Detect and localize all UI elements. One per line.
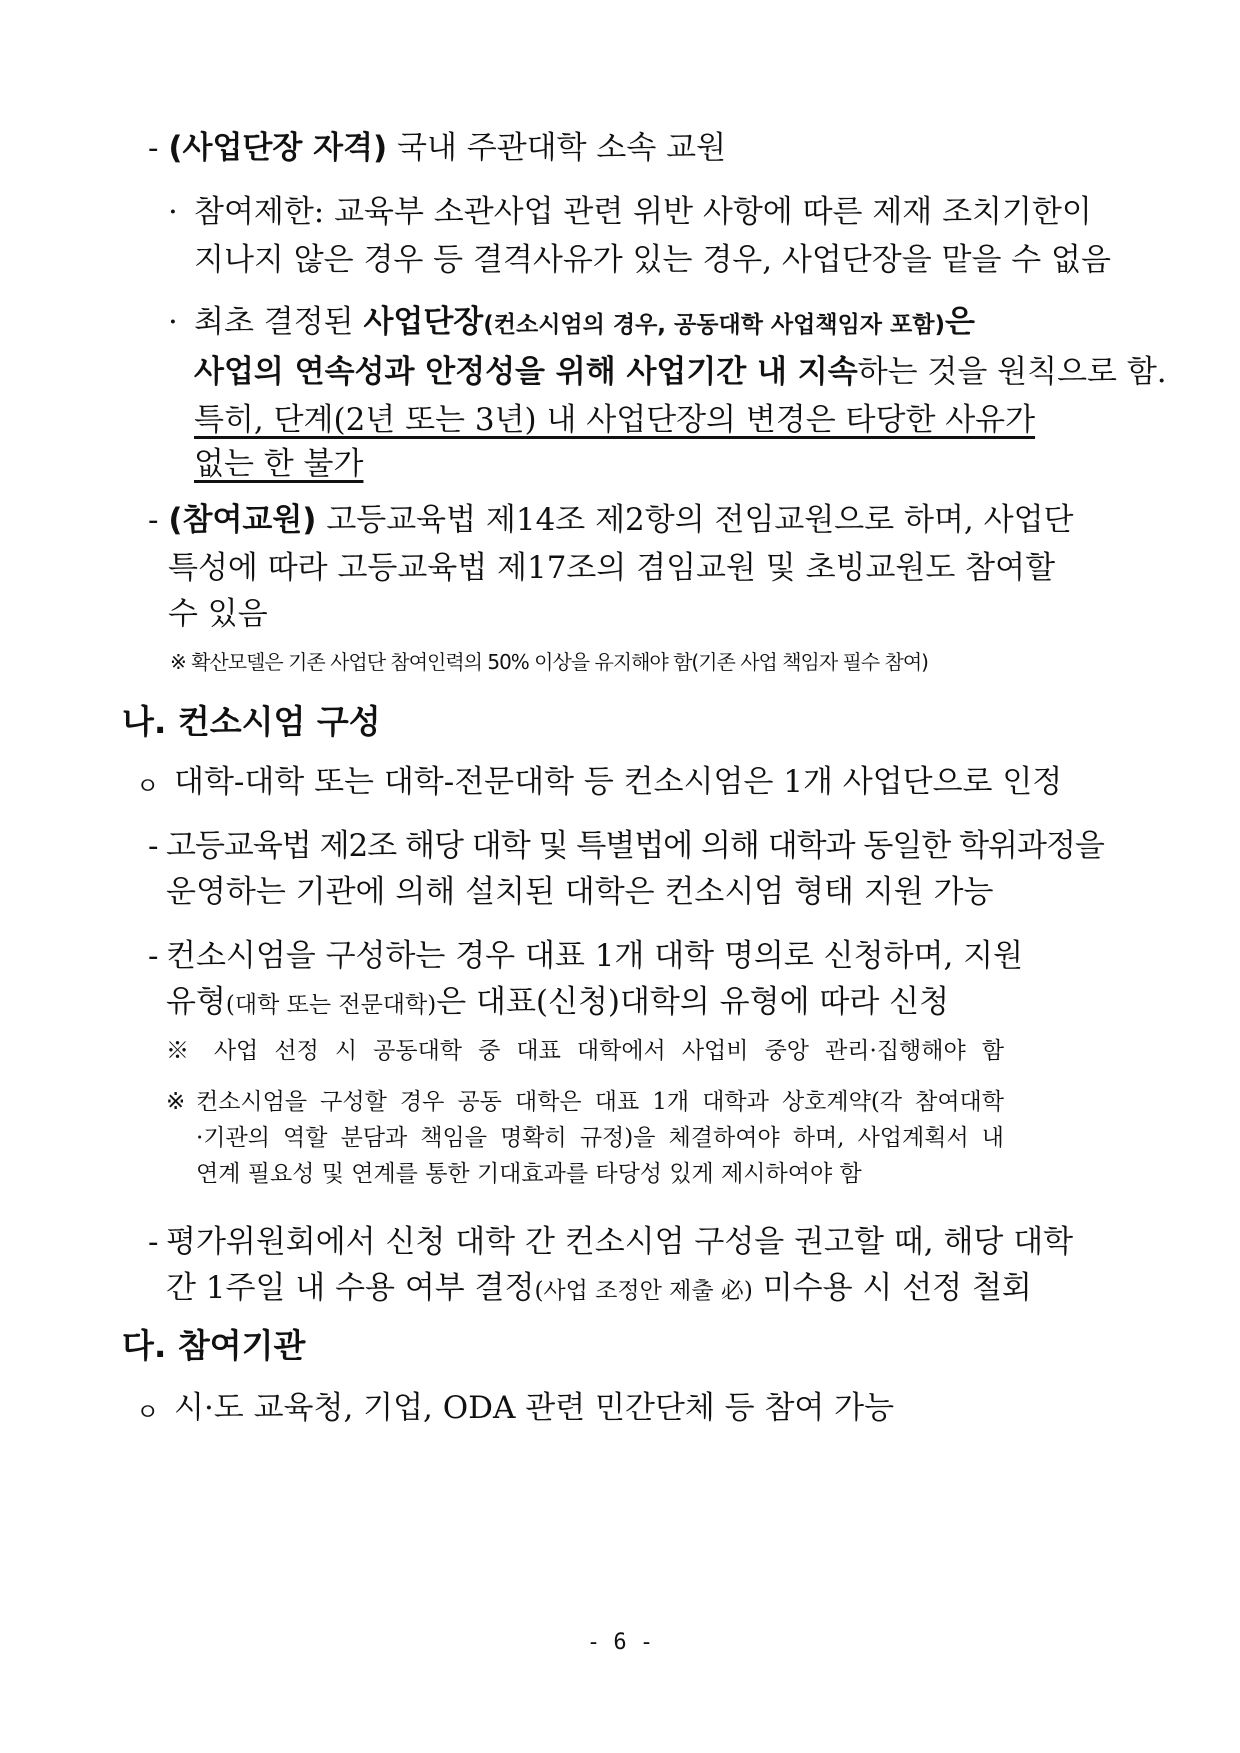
leader-qualification-line: [148, 128, 726, 168]
faculty-line-1: [148, 500, 1073, 540]
contract-note-line-1: 컨소시엄을 구성할 경우 공동 대학은 대표 1개 대학과 상호계약(각 참여대학: [196, 1089, 1004, 1115]
apply-type: 유형: [166, 984, 226, 1020]
bullet-mark: ·: [168, 194, 178, 230]
dash-mark: -: [148, 828, 159, 864]
change-prohibition-line-1: 특히, 단계(2년 또는 3년) 내 사업단장의 변경은 타당한 사유가: [194, 402, 1036, 438]
recommend-rest: 미수용 시 선정 철회: [752, 1270, 1032, 1306]
faculty-line-2: 특성에 따라 고등교육법 제17조의 겸임교원 및 초빙교원도 참여할: [168, 550, 1056, 586]
eligible-line-2: 운영하는 기관에 의해 설치된 대학은 컨소시엄 형태 지원 가능: [166, 874, 994, 910]
bullet-mark: ·: [168, 304, 178, 340]
participants-main: 시·도 교육청, 기업, ODA 관련 민간단체 등 참여 가능: [174, 1390, 895, 1426]
leader-qualification-label: (사업단장 자격): [168, 130, 388, 166]
apply-line-1: 컨소시엄을 구성하는 경우 대표 1개 대학 명의로 신청하며, 지원: [166, 938, 1024, 974]
dash-mark: -: [148, 502, 159, 538]
faculty-label: (참여교원): [168, 502, 317, 538]
continuity-line-2: [194, 352, 1167, 392]
eligible-line-1: 고등교육법 제2조 해당 대학 및 특별법에 의해 대학과 동일한 학위과정을: [166, 828, 1104, 864]
diffusion-model-note: ※ 확산모델은 기존 사업단 참여인력의 50% 이상을 유지해야 함(기존 사업 책임자 필수 참여): [170, 650, 928, 674]
dash-mark: -: [148, 1224, 159, 1260]
recommend-decision: 간 1주일 내 수용 여부 결정: [166, 1270, 535, 1306]
continuity-bold: 사업의 연속성과 안정성을 위해 사업기간 내 지속: [194, 354, 858, 390]
recommend-line-1: 평가위원회에서 신청 대학 간 컨소시엄 구성을 권고할 때, 해당 대학: [166, 1224, 1074, 1260]
continuity-line-1: [194, 302, 975, 345]
leader-bold: 사업단장: [363, 304, 484, 340]
circle-mark: ㅇ: [136, 1398, 160, 1426]
continuity-text: 최초 결정된: [194, 304, 364, 340]
recommend-line-2: [166, 1268, 1032, 1311]
apply-line-2: [166, 982, 949, 1025]
dash-mark: -: [148, 130, 159, 166]
circle-mark: ㅇ: [136, 772, 160, 800]
apply-type-detail: (대학 또는 전문대학): [225, 992, 437, 1018]
change-prohibition-line-2: 없는 한 불가: [194, 446, 364, 482]
dash-mark: -: [148, 938, 159, 974]
apply-type-rest: 은 대표(신청)대학의 유형에 따라 신청: [436, 984, 950, 1020]
faculty-line-3: 수 있음: [168, 596, 268, 632]
recommend-detail: (사업 조정안 제출 必): [534, 1278, 753, 1304]
contract-note-line-3: 연계 필요성 및 연계를 통한 기대효과를 타당성 있게 제시하여야 함: [196, 1161, 862, 1187]
contract-note-line-2: ·기관의 역할 분담과 책임을 명확히 규정)을 체결하여야 하며, 사업계획서 내: [196, 1125, 1004, 1151]
note-mark: ※: [166, 1089, 186, 1115]
consortium-main: 대학-대학 또는 대학-전문대학 등 컨소시엄은 1개 사업단으로 인정: [174, 764, 1063, 800]
section-heading-consortium: 나. 컨소시엄 구성: [122, 702, 381, 741]
faculty-text-1: 고등교육법 제14조 제2항의 전임교원으로 하며, 사업단: [316, 502, 1074, 538]
budget-note: ※ 사업 선정 시 공동대학 중 대표 대학에서 사업비 중앙 관리·집행해야 함: [166, 1038, 1004, 1064]
consortium-note-bold: (컨소시엄의 경우, 공동대학 사업책임자 포함): [483, 312, 945, 338]
restriction-line-2: 지나지 않은 경우 등 결격사유가 있는 경우, 사업단장을 맡을 수 없음: [194, 242, 1111, 278]
leader-qualification-text: 국내 주관대학 소속 교원: [387, 130, 727, 166]
restriction-line-1: 참여제한: 교육부 소관사업 관련 위반 사항에 따른 제재 조치기한이: [194, 194, 1092, 230]
particle-bold: 은: [944, 304, 975, 340]
section-heading-participants: 다. 참여기관: [122, 1326, 306, 1365]
continuity-rest: 하는 것을 원칙으로 함.: [857, 354, 1167, 390]
page-number: - 6 -: [586, 1630, 654, 1655]
